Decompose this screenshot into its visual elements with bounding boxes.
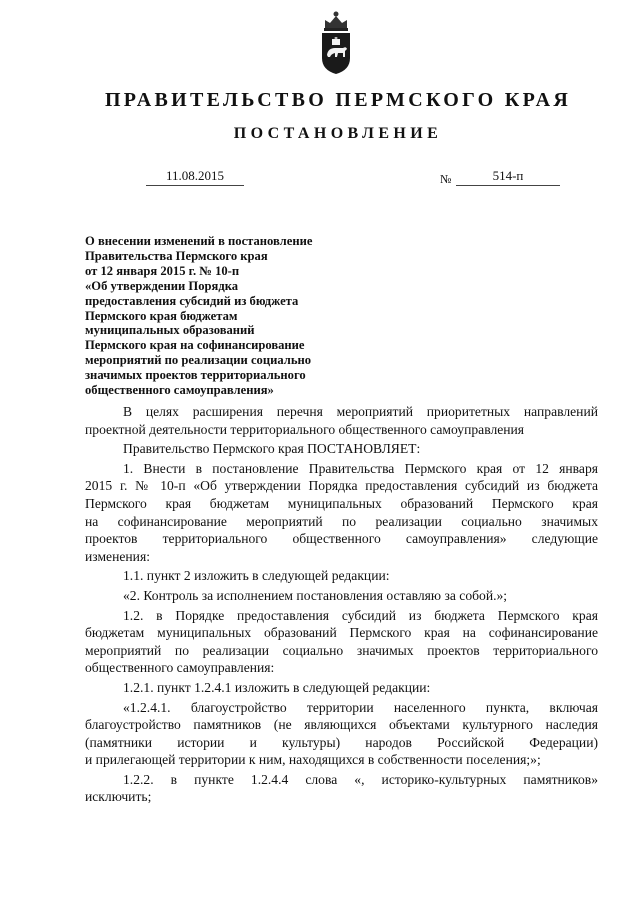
body-line: исключить; — [85, 789, 152, 805]
body-line: на софинансирование мероприятий по реализации социально значимых — [85, 513, 598, 529]
body-line: 2015 г. № 10-п «Об утверждении Порядка предоставления субсидий из бюджета — [85, 478, 598, 494]
government-title: ПРАВИТЕЛЬСТВО ПЕРМСКОГО КРАЯ — [104, 89, 572, 111]
document-number: 514-п — [456, 168, 560, 186]
body-line: изменения: — [85, 548, 150, 564]
perm-krai-coat-of-arms-icon — [316, 8, 356, 76]
body-line: Правительство Пермского края ПОСТАНОВЛЯЕТ: — [123, 441, 421, 457]
subject-line: от 12 января 2015 г. № 10-п — [85, 263, 240, 278]
body-line: бюджетам муниципальных образований Пермского края на софинансирование — [85, 625, 598, 641]
subject-line: Пермского края бюджетам — [85, 308, 238, 323]
document-type-title: ПОСТАНОВЛЕНИЕ — [233, 125, 443, 142]
body-line: 1.2.1. пункт 1.2.4.1 изложить в следующей редакции: — [123, 679, 431, 695]
body-line: 1.2.2. в пункте 1.2.4.4 слова «, историко-культурных памятников» — [123, 771, 598, 787]
document-body — [85, 403, 598, 806]
subject-line: Правительства Пермского края — [85, 248, 268, 263]
body-line: (памятники истории и культуры) народов Российской Федерации) — [85, 734, 598, 750]
subject-line: муниципальных образований — [85, 323, 255, 338]
document-date: 11.08.2015 — [146, 168, 244, 186]
subject-line: О внесении изменений в постановление — [85, 234, 313, 248]
subject-line: предоставления субсидий из бюджета — [85, 293, 299, 308]
body-line: и прилегающей территории к ним, находящихся в собственности поселения;»; — [85, 752, 541, 768]
document-subject — [85, 234, 370, 398]
body-line: В целях расширения перечня мероприятий приоритетных направлений — [123, 404, 598, 419]
subject-line: мероприятий по реализации социально — [85, 353, 312, 368]
body-line: 1.1. пункт 2 изложить в следующей редакции: — [123, 568, 390, 584]
subject-line: «Об утверждении Порядка — [85, 278, 239, 293]
body-line: проектов территориального общественного самоуправления» следующие — [85, 531, 598, 547]
body-line: 1. Внести в постановление Правительства Пермского края от 12 января — [123, 460, 598, 476]
body-line: мероприятий по реализации социально значимых проектов территориального — [85, 642, 598, 658]
body-line: «2. Контроль за исполнением постановления оставляю за собой.»; — [123, 587, 508, 603]
subject-line: общественного самоуправления» — [85, 383, 274, 398]
subject-line: Пермского края на софинансирование — [85, 338, 305, 353]
body-line: 1.2. в Порядке предоставления субсидий из бюджета Пермского края — [123, 607, 598, 623]
body-line: Пермского края бюджетам муниципальных образований Пермского края — [85, 495, 598, 511]
body-line: проектной деятельности территориального общественного самоуправления — [85, 421, 525, 437]
number-sign: № — [440, 172, 452, 186]
subject-line: значимых проектов территориального — [85, 368, 306, 383]
body-line: «1.2.4.1. благоустройство территории населенного пункта, включая — [123, 699, 598, 715]
body-line: общественного самоуправления: — [85, 660, 275, 676]
body-line: благоустройство памятников (не являющихся объектами культурного наследия — [85, 717, 598, 733]
